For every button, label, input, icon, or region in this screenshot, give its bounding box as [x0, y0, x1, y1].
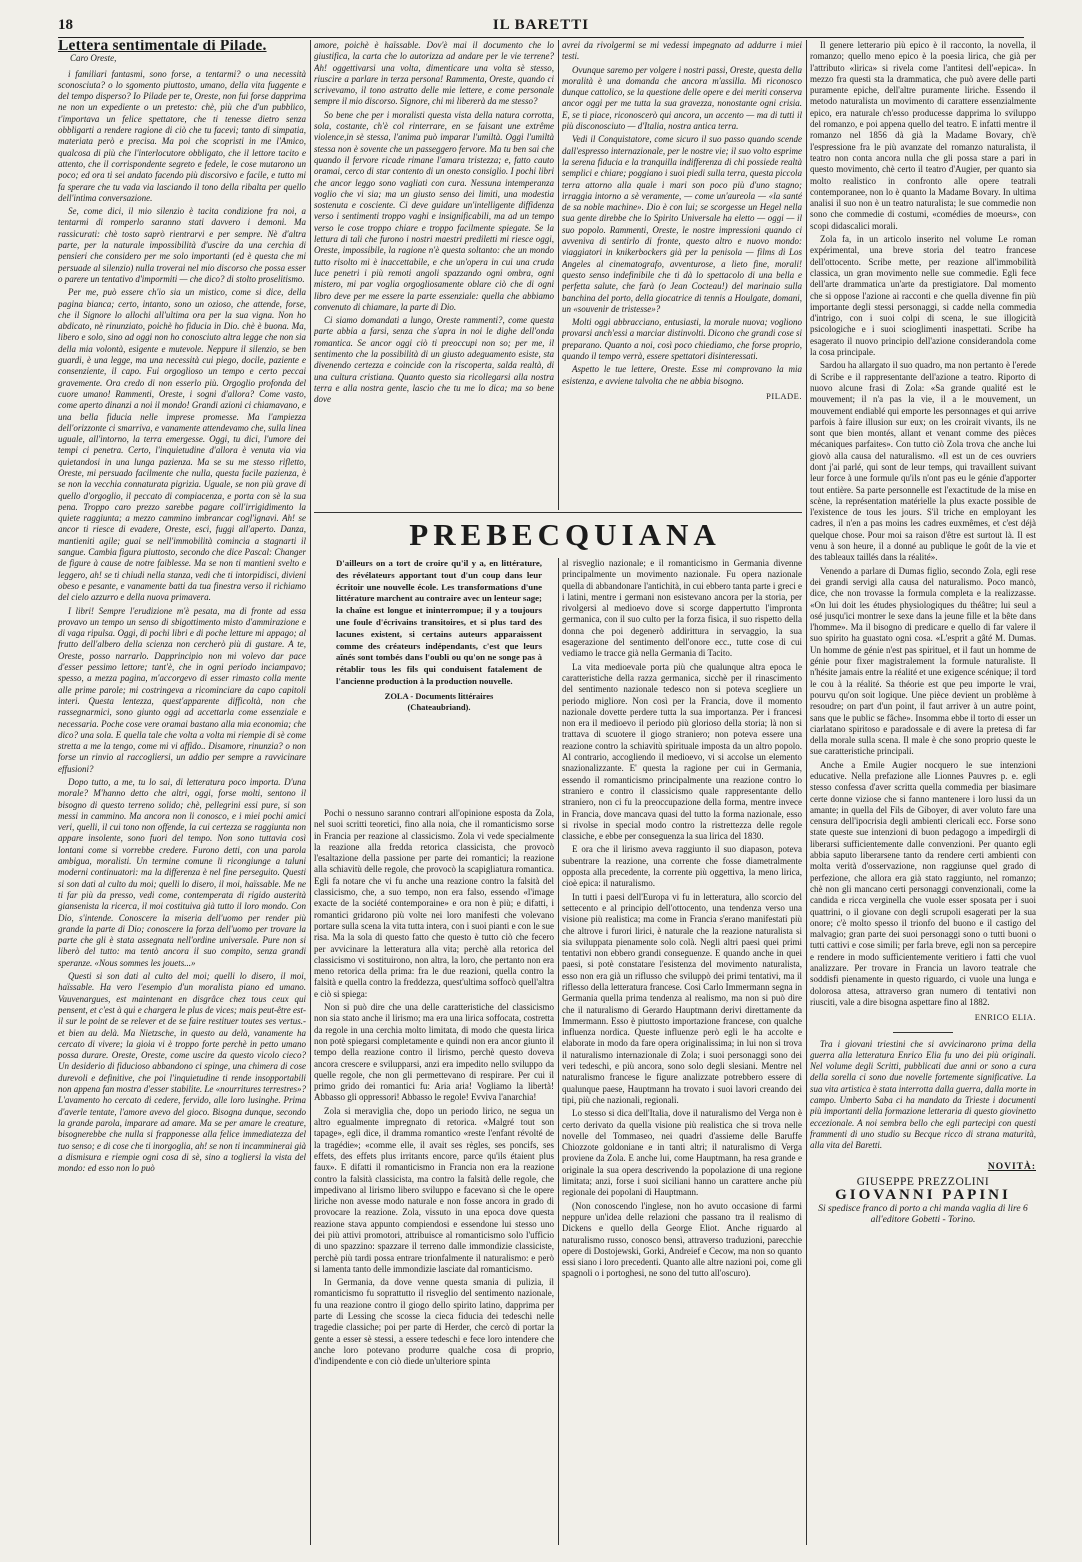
paragraph: Anche a Emile Augier nocquero le sue intenzioni educative. Nella prefazione alle Lionnes Pauvres p. e. egli stesso confessa d'aver scritta quella commedia per biasimare certe donne viziose che si fanno mantenere i loro lussi da un amante; in quella del Fils de Giboyer, di aver voluto fare una censura dell'ipocrisia degli ambienti clericali ecc. Forse sono state queste sue intenzioni di buon pedagogo a impedirgli di liberarsi sufficientemente dalle convenzioni. Per quanto egli abbia saputo liberarsene tanto da rendere certi ambienti con molta verità d'osservazione, non raggiunse quel grado di perfezione, che allora era già stato raggiunto, nel romanzo; chè non gli mancano certi personaggi convenzionali, come la candida e ricca verginella che vuole esser sposata per i suoi quattrini, o il giovane con degli scrupoli esagerati per la sua onore; c'è molto spesso il trionfo del buono e il castigo del malvagio; gran parte dei suoi personaggi sono o tutti buoni o tutti cattivi e cose simili; per farla breve, egli non sa percepire e rendere in modo sufficientemente veritiero i fatti che vuol analizzare. Per trovare in Francia un lavoro teatrale che soddisfi pienamente in questo riguardo, ci vuole una lunga e dolorosa attesa, attraverso gran numero di tentativi non riusciti, vale a dire bisogna aspettare fino al 1882.	[810, 759, 1036, 1007]
column-3	[562, 40, 802, 510]
author-prezzolini: GIUSEPPE PREZZOLINI	[856, 1175, 990, 1188]
epigraph-zola	[336, 558, 542, 713]
note-divider	[893, 1032, 953, 1033]
signature-elia: ENRICO ELIA.	[974, 1012, 1036, 1023]
article-title-pilade: Lettera sentimentale di Pilade.	[58, 40, 267, 54]
shipping-note: Si spedisce franco di porto a chi manda vaglia di lire 6 all'editore Gobetti - Torino.	[818, 1204, 1028, 1226]
paragraph: Molti oggi abbracciano, entusiasti, la morale nuova; vogliono provarsi anch'essi a marciar distinvolti. Dicono che grandi cose si preparano. Quanto a noi, così poco chiediamo, che forse proprio, quando il tempo verrà, essere spettatori disinteressati.	[562, 317, 802, 362]
paragraph: Per me, può essere ch'io sia un mistico, come si dice, della pagina bianca; certo, intanto, sono un ozioso, che attende, forse, che il Signore lo allochi all'ultima ora per la sua vigna. Non ho abdicato, nè rinunziato, poichè ho fiducia in Dio. chè è buona. Ma, libero e solo, sino ad oggi non ho conosciuto altra legge che non sia della mia volontà, esigente e mutevole. Neppure il silenzio, se ben guardi, è una legge, ma una necessità cui piego, docile, paziente e consenziente, il capo. Fui orgoglioso un tempo e certo peccai gravemente. Ora credo di non esserlo più. Orgoglio profonda del cuore umano! Rammenti, Oreste, i sogni d'allora? Come vasto, come aperto dinanzi a noi il mondo! Grandi azioni ci chiamavano, e una bella fiducia nelle imprese promesse. Ma l'ampiezza dell'orizzonte ci smarriva, e vanamente attendevamo che, sulla linea uguale, all'intorno, la terra emergesse. Oggi, tu dici, l'umore dei tempi ci penetra. Certo, l'inquietudine d'allora è venuta via via quietandosi in una lunga pazienza. Ma se su me stesso rifletto, Oreste, mi persuado facilmente che nulla, questa facile pazienza, è se non la vecchia connaturata pigrizia. Uguale, se non più grave di quello d'orgoglio, il peccato di compiacenza, e porta con sè la sua pena. Troppo caro prezzo sarebbe pagare coll'irrigidimento la quiete raggiunta; a mezzo cammino imbrancar cogl'ignavi. Ah! se ancor ti riesce di evadere, Oreste, esci, fuggi all'aperto. Danza, mantieniti agile; guai se nell'immobilità comincia a stagnarti il sangue. Cambia figura piuttosto, secondo che dice Pascal: Changer de figure à cause de notre faiblesse. Ma se non ti mantieni svelto e leggero, ah! se ti chiudi nella stanza, vedi che ti intorpidisci, divieni obeso e pesante, e vanamente batti da tua finestra verso il richiamo del cielo azzurro e della nuova primavera.	[58, 287, 306, 603]
paragraph: Venendo a parlare di Dumas figlio, secondo Zola, egli rese dei grandi servigi alla causa del naturalismo. Poco mancò, dice, che non trovasse la formula completa e la realizzasse. «On lui doit les études physiologiques du théâtre; lui seul a osé jusqu'ici montrer le sexe dans la jeune fille et la bête dans l'homme». Ma il bisogno di predicare e quello di far valere il suo spirito ha guastato ogni cosa. «L'esprit a gâté M. Dumas. Un homme de génie n'est pas spirituel, et il faut un homme de génie pour fixer magistralement la formule naturaliste. Il n'hésite jamais entre la réalité et une exigence scénique; il tord le cou à la réalité. Sa théorie est que peu importe le vrai, pourvu qu'on soit logique. Une pièce devient un problème à resoudre; on part d'un point, il faut arriver à un autre point, sans que le public se fâche». Insomma ebbe il torto di esser un ciarlatano spiritoso e paradossale e di avere la pretesa di far della morale sulla scena. Il male è che sono proprio queste le sue caratteristiche principali.	[810, 565, 1036, 757]
paragraph: In Germania, da dove venne questa smania di pulizia, il romanticismo fu soprattutto il risveglio del sentimento nazionale, fu una reazione contro il giogo dello spirito latino, dapprima per parte di Lessing che scosse la cieca fiducia dei tedeschi nelle tragedie classiche; poi per parte di Herder, che cercò di portar la gente a esser sè stessi, a essere tedeschi e fece loro intendere che anche loro potevano produrre qualche cosa di proprio, d'indipendente e con ciò diede un'ulteriore spinta	[314, 1277, 554, 1367]
paragraph: So bene che per i moralisti questa vista della natura corrotta, sola, costante, ch'è col rinterrare, en se faisant une extrême violence,in sè stessa, l'anima può imparar l'umiltà. Oggi l'umiltà stessa non è sovente che un passeggero fervore. Ma tu ben sai che quando il fervore ricade rimane l'amara tristezza; e, fatto cauto oramai, cerco di star contento di un onesto consiglio. I pochi libri che ancor leggo sono vagliati con cura. Nessuna intemperanza voglio che vi sia; ma un giusto senso dei limiti, una modestia sostenuta e cosciente. Ci deve guidare un'intelligente diffidenza verso i sentimenti troppo vaghi e insignificabili, ma ad un tempo verso le cose troppo chiare e troppo facilmente spiegate. Se la lettura di tali che furono i nostri maestri prediletti mi riesce oggi, Oreste, impossibile, la ragione n'è questa soltanto: che un mondo tutto risolto mi è inaccettabile, e che un'opera in cui una cruda luce penetri i più remoti angoli spazzando ogni ombra, ogni mistero, mi par voglia orgogliosamente oblare ciò che di ogni libro deve per me essere la parte essenziale: quella che abbiamo convenuto di chiamare, la parte di Dio.	[314, 109, 554, 312]
column-2	[314, 40, 554, 510]
column-divider	[310, 40, 311, 1545]
paragraph: Zola si meraviglia che, dopo un periodo lirico, ne segua un altro egualmente impregnato di retorica. «Malgré tout son tapage», egli dice, il dramma romantico «reste l'enfant révolté de la tragédie»; «comme elle, il avait ses règles, ses poncifs, ses effets, des effets plus irritants encore, parce qu'ils étaient plus faux». E difatti il romanticismo in Francia non era la reazione contro la falsità classicista, ma contro la falsità delle regole, che impedivano al lirismo libero sviluppo e facevano sì che le opere liriche non avesse modo naturale e non fosse ancora in grado di provocare la reazione. Zola, vissuto in una epoca dove questa reazione stava appunto compiendosi e essendone lui stesso uno dei più attivi promotori, attribuisce al romanticismo solo l'ufficio di uno spazzino: spazzare il terreno dalle immondizie classiciste, perchè più tardi possa entrare trionfalmente il naturalismo: e però si lamenta tanto delle immondizie lasciate dal romanticismo.	[314, 1105, 554, 1274]
section-divider	[314, 512, 802, 513]
novita-heading: NOVITÀ:	[987, 1161, 1036, 1172]
paragraph: Il genere letterario più epico è il racconto, la novella, il romanzo; quello meno epico è la poesia lirica, che già per l'attributo «lirica» si rivela come l'antitesi dell'«epica». In mezzo fra questi sta la drammatica, che può avere delle parti puramente epiche, dell'altre puramente liriche. Essendo il metodo naturalista un movimento di carattere essenzialmente epico, era naturale ch'esso producesse dapprima lo sviluppo del romanzo, e poi appena quello del teatro. E infatti mentre il romanzo nel 1856 dà già la Madame Bovary, ch'è l'espressione fra le più avanzate del romanzo naturalista, il teatro non conta ancora nulla che gli possa stare a pari in questo movimento, chè certo il teatro d'Augier, per quanto sia molto realistico in confronto alle opere teatrali contemporanee, non lo è quanto la Madame Bovary. In ultima analisi il suo non è un teatro naturalista; le sue commedie non sono che commedie di costumi, «comédies de moeurs», con scopi didascalici morali.	[810, 40, 1036, 231]
epigraph-text: D'ailleurs on a tort de croire qu'il y a, en littérature, des révélateurs apportant tout d'un coup dans leur écritoir une nouvelle école. Les transformations d'une littérature marchent au contraire avec un lenteur sage; la chaîne est longue et ininterrompue; il y a toujours une foule d'écrivains transitoires, et si plus tard des lacunes existent, si certains auteurs apparaissent comme des créateurs indépendants, c'est que leurs aînés sont tombés dans l'oubli ou qu'on ne songe pas à rétablir tous les fils qui conduisent fatalement de l'ancienne production à la production nouvelle.	[336, 558, 542, 686]
paragraph: Aspetto le tue lettere, Oreste. Esse mi comprovano la mia esistenza, e avviene talvolta che ne abbia bisogno.	[562, 364, 802, 386]
paragraph: Sardou ha allargato il suo quadro, ma non pertanto è l'erede di Scribe e il rappresentante dell'azione a teatro. Riporto di nuovo alcune frasi di Zola: «Sa grande qualité est le mouvement; il n'a pas la vie, il a le mouvement, un mouvement endiablé qui emporte les personnages et qui arrive parfois à faire illusion sur eux; on les croirait vivants, ils ne sont que bien montés, allant et venant comme des pièces mécaniques parfaites». Con tutto ciò Zola trova che anche lui giovò alla causa del naturalismo. «Il est un de ces ouvriers dont j'ai parlé, qui sont de leur temps, qui travaillent suivant leur force à une formule qu'ils n'ont pas eu le génie d'apporter tout entière. Sa parte personnelle est l'exactitude de la mise en scène, la représentation matérielle la plus exacte possible de l'existence de tous les jours. S'il triche en employant les cadres, il n'en a pas moins les cadres euxmêmes, et c'est déjà quelque chose. Pour moi sa raison d'être est surtout là. Il est venu à son heure, il a donné au publique le goût de la vie et des tableaux taillés dans la réalité».	[810, 360, 1036, 563]
prebecquiana-column-1	[314, 808, 554, 1545]
paragraph: Zola fa, in un articolo inserito nel volume Le roman expérimental, una breve storia del teatro francese dell'ottocento. Scribe mette, per reazione all'immobilità classica, un gran movimento nelle sue commedie. Egli fece dell'arte drammatica un'arte da prestigiatore. Dal momento che si oppose l'azione ai racconti e che quella divenne fin più importante degli stessi personaggi, si cadde nella commedia d'intrigo, con i suoi colpi di scena, le sue illogicità psicologiche e i suoi scioglimenti inaspettati. Scribe ha esagerato il nuovo principio dell'azione considerandola come la cosa principale.	[810, 234, 1036, 358]
paragraph: amore, poichè è haïssable. Dov'è mai il documento che lo giustifica, la carta che lo autorizza ad andare per le vie terrene? Ah! oggettivarsi una volta, dimenticare una volta sè stesso, riuscire a parlare in terza persona! Rammenta, Oreste, quando ci scrivevamo, il tono astratto delle mie lettere, e come personale sempre il mio discorso. Signore, chi mi libererà da me stesso?	[314, 40, 554, 107]
prebecquiana-column-2	[562, 558, 802, 1545]
paragraph: Dopo tutto, a me, tu lo sai, di letteratura poco importa. D'una morale? M'hanno detto che altri, oggi, forse molti, sentono il bisogno di questo terreno solido; chè, pellegrini essi pure, si son messi in cammino. Ma ancora non li conosco, e i miei pochi amici veri, quelli, il cui tono non offende, la cui certezza se raggiunta non appare insolente, sono fuori del tempo. Non sono tuttavia così lontani come si vorrebbe credere. Furono detti, con una parola ambigua, moralisti. Un termine comune li ricongiunge a taluni moderni continuatori: ma la differenza è nel fine perseguito. Questi si son dati al culto du moi; quelli lo disero, il moi, haïssable. Me ne ti far più da presso, vedi come, contemperata di rigido austerità giansenista la ricerca, il moi costituiva già tutto il loro mondo. Con Dio, s'intende. Conoscere la miseria dell'uomo per render più grande la parte di Dio; conoscere la forza dell'uomo per trovare la parte che gli è stata assegnata nell'ordine universale. Pure non si liberò del tutto: ma tentò ancora il suo compito, senza grandi speranze. «Nous sommes les jouets...»	[58, 777, 306, 968]
editorial-note: Tra i giovani triestini che si avvicinarono prima della guerra alla letteratura Enrico Elia fu uno dei più originali. Nel volume degli Scritti, pubblicati due anni or sono a cura della sorella ci sono due novelle fortemente significative. La sua vita artistica è stata interrotta dalla guerra, dalla morte in campo. Umberto Saba ci ha mandato da Trieste i documenti più importanti della formazione letteraria di questo giovinetto eccezionale. A noi sembra bello che egli partecipi con questi frammenti di uno studio su Becque ricco di strana maturità, alla vita del Baretti.	[810, 1038, 1036, 1151]
salutation: Caro Oreste,	[70, 53, 117, 64]
paragraph: Vedi il Conquistatore, come sicuro il suo passo quando scende dall'espresso internazionale, per le nostre vie; il suo volto esprime la serena fiducia e la tranquilla indifferenza di chi possiede realtà semplici e chiare; poggiano i suoi piedi sulla terra, questa piccola terra attorno alla quale i mari son poco più d'uno stagno; irraggia intorno a sè veramente, — come un'aureola — «la santé de sa noble machine». Dio è con lui; se scorgesse un Hegel nella sua gente direbbe che lo Spirito Universale ha eletto — oggi — il suo popolo. Rammenti, Oreste, le nostre impressioni quando ci avveniva di sentirlo di fronte, questo altro e nuovo mondo: viaggiatori in knikerbockers già per la penisola — films di Los Angeles al cinematografo, avventurose, a lieto fine, morali! questo senso indefinibile che ti dà lo spettacolo di una bella e perfetta salute, che farà (o Jean Cocteau!) del marinaio sulla banchina del porto, della giocatrice di tennis a Houlgate, domani, un «souvenir de tristesse»?	[562, 134, 802, 314]
paragraph: La vita medioevale porta più che qualunque altra epoca le caratteristiche della razza germanica, sicchè per il rinascimento del sentimento nazionale tedesco non si poteva scegliere un periodo migliore. Non così per la Francia, dove il momento nazionale dovette perdere tutta la sua importanza. Per i francesi non era il medioevo il periodo più glorioso della storia; là non si trattava di scuotere il giogo straniero; non poteva essere una reazione contro la schiavitù spirituale imposta da un altro popolo. Al contrario, accogliendo il medioevo, vi si accolse un elemento snazionalizzante. E' questa la ragione per cui in Germania, essendo il romanticismo principalmente una reazione contro lo straniero e contro il classicismo quale rappresentante dello straniero, non ci fu la preoccupazione della forma, mentre invece in Francia, dove mancava quasi del tutto la forma nazionale, esso si rivolse in special modo contro la ristrettezza delle regole classiche, e ebbe per conseguenza la sua lirica del 1830.	[562, 661, 802, 842]
journal-title: IL BARETTI	[492, 17, 590, 33]
signature-pilade: PILADE.	[766, 390, 802, 401]
paragraph: (Non conoscendo l'inglese, non ho avuto occasione di farmi neppure un'idea delle relazioni che passano tra il realismo di Dickens e quello della George Eliot. Anche riguardo al naturalismo russo, conosco bensì, attraverso traduzioni, parecchie opere di Dostojewski, Gorki, Andreief e Cecow, ma non so quanto essi siano i loro precedenti. Quanto alle altre nazioni poi, come gli spagnoli o i portoghesi, ne sono del tutto all'oscuro).	[562, 1200, 802, 1279]
paragraph: avrei da rivolgermi se mi vedessi impegnato ad addurre i miei testi.	[562, 40, 802, 62]
epigraph-source	[336, 691, 542, 713]
paragraph: I libri! Sempre l'erudizione m'è pesata, ma di fronte ad essa provavo un tempo un senso di sbigottimento misto d'ammirazione e di vaga ripulsa. Oggi, di pochi libri e di poche letture mi appago; al frutto dell'albero della scienza non cercherò più di gustare. A te, Oreste, posso narrarlo. Dapprincipio non mi volevo dar pace d'esser pessimo lettore; tant'è, che in ogni periodo inciampavo; spesso, a mezza pagina, m'accorgevo di esser rimasto colla mente alle prime parole; mi costringeva a ricominciare da capo capitoli interi. Questa lentezza, quest'apparente difficoltà, non che rassegnarmici, sono giunto oggi ad accettarla come essenziale e necessaria. Poche cose vere oramai bastano alla mia economia; che dico? una sola. E quella tale che volta a volta mi riempie di sè come stretta a me la tengo, come mi vi affido.. Disamore, rinunzia? o non forse un rinvio al raccogliersi, un addio per sempre a ravvicinare effusioni?	[58, 605, 306, 774]
paragraph: Non si può dire che una delle caratteristiche del classicismo non sia stato anche il lirismo; ma era una lirica soffocata, costretta da regole in una cerchia molto limitata, di modo che questa lirica non potè spiegarsi completamente e quindi non era ancor giunto il tempo della reazione contro il lirismo, perchè questo doveva ancora crescere e svilupparsi, anzi era impedito nello sviluppo da quelle regole, che non gli permettevano di respirare. Per cui il primo grido dei romantici fu: Aria aria! Vogliamo la libertà! Abbasso gli oppressori! Abbasso le regole! Evviva l'anarchia!	[314, 1002, 554, 1103]
paragraph: al risveglio nazionale; e il romanticismo in Germania divenne principalmente un movimento nazionale. Fu opera nazionale quella di abbandonare l'antichità, in cui ebbero tanta parte i greci e i latini, mentre i germani non esistevano ancora per la storia, per rivolgersi al medioevo dove si scorge dappertutto l'impronta germanica, con il suo culto per la forza fisica, il suo rispetto della donna che poi degenerò addirittura in servaggio, la sua esagerazione del sentimento dell'onore ecc., tutte cose di cui vediamo le tracce già nella Germania di Tacito.	[562, 558, 802, 659]
paragraph: Se, come dici, il mio silenzio è tacita condizione fra noi, a tentarmi di romperlo saranno stati davvero i demoni. Ma rassicurati: chè tosto saprò rientrarvi e per sempre. Nè d'altra parte, per la naturale impossibilità d'uscire da una cerchia di pensieri che considero per me solo importanti (ed è questa che mi persuade al silenzio) nulla troverai nel mio discorso che possa esser o parere un tentativo d'impormiti — che dico? di stolto proselitismo.	[58, 206, 306, 284]
paragraph: Pochi o nessuno saranno contrari all'opinione esposta da Zola, nel suoi scritti teoretici, fino alla noia, che il romanticismo sorse in Francia per reazione al classicismo. Zola vi vede specialmente la reazione alla fredda retorica classicista, che provocò l'esaltazione della passione per parte dei romantici; la reazione alla schiavitù delle regole, che provocò la scapigliatura romantica. Egli fa notare che vi fu anche una reazione contro la falsità del classicismo, che, a suo tempo, non era falso, essendo «l'image exacte de la société contemporaine» e ora non è più; e difatti, i romantici gridarono più volte nei loro manifesti che volevano portare sulla scena la vita tutta intera, con i suoi pianti e con le sue risa. Ma la sola di questo fatto che questo è tutto ciò che fecero per avvicinare la letteratura alla vita; perchè alla retorica del classicismo vi sostituirono, non altra, la loro, che pertanto non era meno retorica della prima: fra le due reazioni, quella contro la falsità e quella contro la freddezza, quest'ultima soffocò quell'altra e ciò si spiega:	[314, 808, 554, 999]
page-header	[58, 6, 1024, 38]
article-title-prebecquiana: PREBECQUIANA	[409, 517, 721, 552]
paragraph: In tutti i paesi dell'Europa vi fu in letteratura, allo scorcio del settecento e al principio dell'ottocento, una tendenza verso una visione più realistica; ma come in Francia s'erano manifestati più che altrove i furori lirici, è naturale che la reazione naturalista si sia sviluppata pienamente solo colà. Negli altri paesi quei primi tentativi non ebbero grandi conseguenze. E quando anche in quei paesi, si potè constatare l'esistenza del movimento naturalista, esso non era già un riflusso che sviluppò dei primi tentativi, ma il riflesso della letteratura francese. Così Carlo Immermann segna in Germania quella prima tendenza al realismo, ma non si può dire che il naturalismo di Gerardo Hauptmann derivi direttamente da Immermann. Esso è piuttosto importazione francese, con qualche influenza nordica. Queste influenze però egli le ha accolte e elaborate in modo da fare opera originalissima; in lui non si trova il naturalismo internazionale di Zola; i suoi personaggi sono dei veri tedeschi, e più ancora, sono solo degli slesiani. Mentre nel naturalismo francese le figure analizzate potrebbero essere di qualunque paese, Hauptmann ha trovato i suoi lavori creando dei tipi, più che nazionali, regionali.	[562, 891, 802, 1105]
column-1	[58, 40, 306, 1545]
paragraph: Lo stesso si dica dell'Italia, dove il naturalismo del Verga non è certo derivato da quella visione più realistica che si trova nelle novelle del Tommaseo, nei quadri d'assieme delle Baruffe Chiozzote goldoniane e in tanti altri; il naturalismo di Verga proviene da Zola. E anche lui, come Hauptmann, ha resa grande e originale la sua opera descrivendo la popolazione di una regione limitata; anzi, forse i suoi siciliani hanno un carattere anche più regionale dei popolani di Hauptmann.	[562, 1108, 802, 1198]
column-divider	[558, 558, 559, 1545]
epigraph-source-title: ZOLA - Documents littéraires	[384, 690, 494, 701]
paragraph: i familiari fantasmi, sono forse, a tentarmi? o una necessità sconosciuta? o lo sgomento piuttosto, umano, della vita fuggente e del tempo disperso? Io Pilade per te, Oreste, non fui forse dapprima ne non un expediente o un pretesto: chè, più che d'un pubblico, t'importava un felice spettatore, che ti tenesse dietro senza obbligarti a rendere ragione di ciò che tu facevi; tanto di simpatia, materiata però e precisa. Ma poi che scopristi in me l'Amico, qualcosa di più che l'interlocutore obbligato, che il lettore tacito e attento, che il corrispondente segreto e fedele, le cose mutarono un poco; ed ora ti sei andato facendo più discorsivo e facile, e tutto mi fa sperare che tu vada via lasciando il tono della ribalta per quello dell'intima conversazione.	[58, 68, 306, 203]
paragraph: Questi si son dati al culto del moi; quelli lo disero, il moi, haïssable. Ha vero l'esempio d'un moralista piano ed umano. Vauvenargues, est maintenant en disgrâce chez tous ceux qui pensent, et c'est à qui e chargera le plus de vices; mais peut-être est-il sur le point de se relever et de se faire restituer toutes ses vertus.- et bien au delà. Ma Nietzsche, in questo au delà, vanamente ha cercato di vivere; la gioia vi è troppo forte perchè in petto umano possa durare. Oreste, Oreste, come uscire da questo vicolo cieco? Un desiderio di fiducioso abbandono ci spinge, una chimera di cose durevoli e definitive, che poi l'inquietudine ti rende insopportabili non appena fan mostra d'esser stabilite. Le «nourritures terrestres»? L'avamento ho cercato di cedere, fervido, alle loro lusinghe. Prima d'averle tentate, l'amore avevo del gioco. Bisogna dunque, secondo la grande parola, imparare ad amare. Ma se per amare le creature, bisognerebbe che nulla si frapponesse alla felice immediatezza del tuo senso; e di cose che ti inorgoglia, ah! se non ti incamminerai già a dismisura e riempie ogni cosa di sè, sino a togliersi la vista del mondo: ed esso non lo può	[58, 971, 306, 1174]
page-number: 18	[58, 17, 73, 33]
column-divider	[558, 40, 559, 510]
epigraph-source-sub: (Chateaubriand).	[407, 701, 471, 712]
paragraph: E ora che il lirismo aveva raggiunto il suo diapason, poteva subentrare la reazione, una corrente che fosse diametralmente opposta alla precedente, la corrente più oggettiva, la meno lirica, cioè epica: il naturalismo.	[562, 844, 802, 889]
column-4	[810, 40, 1036, 1545]
paragraph: Ci siamo domandati a lungo, Oreste rammenti?, come questa parte abbia a farsi, senza che s'apra in noi le dighe dell'onda romantica. Se ancor oggi ciò ti preoccupi non so; per me, il sentimento che la possibilità di un giusto adeguamento esiste, sta divenendo certezza e coincide con la riscoperta, salda realtà, di una cultura cristiana. Quanto questo sia ricollegarsi alla nostra terra e alla nostra gente, lascio che tu me lo dica; ma so bene dove	[314, 315, 554, 405]
author-papini: GIOVANNI PAPINI	[835, 1187, 1011, 1204]
column-divider	[806, 40, 807, 1545]
paragraph: Ovunque saremo per volgere i nostri passi, Oreste, questa della moralità è una domanda che ancora m'assilla. Mi riconosco dunque cattolico, se la questione delle opere e dei meriti conserva ancor oggi per me tutta la sua gravezza, nonostante ogni crisia. E, se ti piace, riconoscerò qui ancora, un accento — ma di tutti il più disconosciuto — d'Italia, nostra antica terra.	[562, 64, 802, 132]
